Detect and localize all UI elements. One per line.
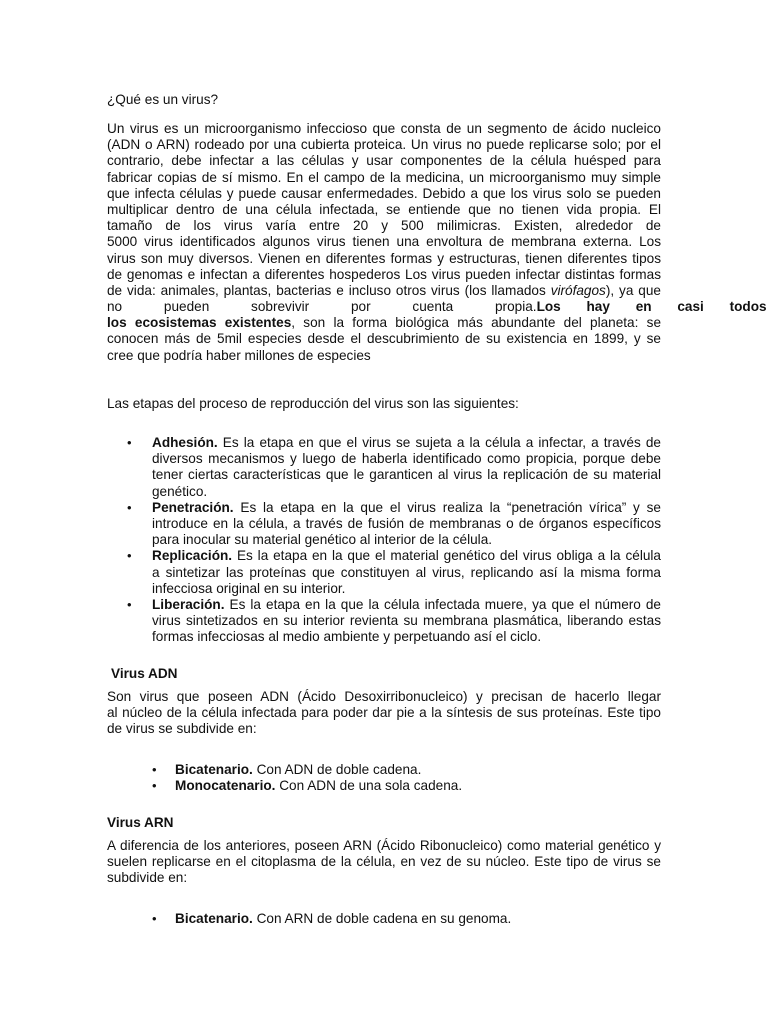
text-line: Un virus es un microorganismo infeccioso que consta de un segmento de ácido nucleico (107, 121, 661, 136)
bullet-icon: • (152, 911, 157, 926)
text-line: suelen replicarse en el citoplasma de la célula, en vez de su núcleo. Este tipo de virus se (107, 854, 661, 870)
bullet-icon: • (152, 778, 157, 794)
text-segment: ), ya que (605, 282, 661, 298)
bold-phrase: los ecosistemas existentes (107, 315, 292, 331)
text-segment: Es la etapa en la que el material genético del virus obliga a la célula (232, 548, 661, 564)
text-line: contrario, debe infectar a las células y usar componentes de la célula huésped para (107, 153, 661, 169)
stage-term: Replicación. (152, 548, 233, 564)
text-segment: Es la etapa en que el virus se sujeta a la célula a infectar, a través de (217, 435, 661, 450)
text-line: genético. (152, 483, 208, 499)
list-item (107, 548, 661, 597)
text-line: Son virus que poseen ADN (Ácido Desoxirribonucleico) y precisan de hacerlo llegar (107, 689, 661, 704)
arn-list (107, 911, 661, 927)
text-line: que infecta células y puede causar enfermedades. Debido a que los virus solo se pueden (107, 185, 661, 201)
text-line: conocen más de 5mil especies desde el descubrimiento de su existencia en 1899, y se (107, 331, 661, 347)
type-term: Bicatenario. (175, 911, 253, 926)
text-segment: no pueden sobrevivir por cuenta propia. (107, 299, 537, 315)
intro-paragraph (107, 121, 767, 364)
text-line: de virus se subdivide en: (107, 721, 257, 737)
text-line: al núcleo de la célula infectada para poder dar pie a la síntesis de sus proteínas. Este tipo (107, 705, 661, 721)
text-line: multiplicar dentro de una célula infectada, se entiende que no tienen vida propia. El (107, 201, 661, 217)
bullet-icon: • (127, 548, 132, 564)
text-line: diversos mecanismos y luego de haberla identificado como propicia, porque debe (152, 451, 661, 467)
text-line: tener ciertas características que le garanticen al virus la replicación de su material (152, 467, 661, 483)
list-item (107, 911, 661, 927)
text-line: fabricar copias de sí mismo. En el campo de la medicina, un microorganismo muy simple (107, 169, 661, 185)
text-line (152, 435, 661, 451)
list-item (107, 597, 661, 646)
text-line: virus sintetizados en su interior revienta su membrana plasmática, liberando estas (152, 613, 661, 629)
text-line (175, 911, 661, 927)
adn-list (107, 762, 661, 794)
stages-intro: Las etapas del proceso de reproducción del virus son las siguientes: (107, 396, 519, 411)
text-line: para inocular su material genético al interior de la célula. (152, 532, 493, 548)
text-line: a sintetizar las proteínas que constituyen al virus, replicando así la misma forma (152, 564, 661, 580)
stage-term: Liberación. (152, 596, 225, 612)
section-heading-arn: Virus ARN (107, 815, 174, 830)
text-line (175, 762, 661, 778)
text-segment: Es la etapa en la que la célula infectada muere, ya que el número de (224, 596, 661, 612)
stages-list (107, 435, 661, 645)
text-segment: Con ADN de doble cadena. (252, 762, 422, 777)
bullet-icon: • (127, 435, 132, 450)
bullet-icon: • (127, 596, 132, 612)
text-segment: Con ARN de doble cadena en su genoma. (252, 911, 512, 926)
text-line: tamaño de los virus varía entre 20 y 500 milimicras. Existen, alrededor de (107, 218, 661, 234)
bullet-icon: • (127, 499, 132, 515)
text-line (152, 500, 661, 516)
text-line: formas infecciosas al medio ambiente y perpetuando así el ciclo. (152, 629, 542, 645)
type-term: Bicatenario. (175, 762, 253, 777)
bullet-icon: • (152, 762, 157, 777)
list-item (107, 500, 661, 549)
text-line (152, 548, 661, 564)
text-line: infecciosa original en su interior. (152, 580, 346, 596)
stage-term: Adhesión. (152, 435, 218, 450)
text-segment: de vida: animales, plantas, bacterias e incluso otros virus (los llamados (107, 282, 551, 298)
stage-term: Penetración. (152, 499, 234, 515)
bold-phrase: Los hay en casi todos (536, 299, 767, 315)
list-item (107, 762, 661, 778)
text-line (107, 315, 661, 331)
italic-term: virófagos (550, 282, 606, 298)
text-line (152, 597, 661, 613)
arn-paragraph (107, 838, 661, 887)
text-line: introduce en la célula, a través de fusión de membranas o de órganos específicos (152, 515, 661, 531)
text-line: A diferencia de los anteriores, poseen ARN (Ácido Ribonucleico) como material genético y (107, 838, 661, 853)
text-line: subdivide en: (107, 870, 188, 886)
text-line: (ADN o ARN) rodeado por una cubierta proteica. Un virus no puede replicarse solo; por el (107, 137, 661, 153)
text-segment: Es la etapa en la que el virus realiza la “penetración vírica” y se (233, 499, 661, 515)
text-line: de genomas e infectan a diferentes hospederos Los virus pueden infectar distintas formas (107, 266, 661, 282)
section-heading-adn: Virus ADN (111, 666, 178, 681)
list-item (107, 778, 661, 794)
adn-paragraph (107, 689, 661, 738)
text-line (107, 299, 767, 315)
text-line: virus son muy diversos. Vienen en diferentes formas y estructuras, tienen diferentes tipos (107, 250, 661, 266)
type-term: Monocatenario. (175, 778, 276, 794)
list-item (107, 435, 661, 500)
text-line (107, 283, 661, 299)
text-segment: Con ADN de una sola cadena. (275, 778, 463, 794)
text-line: cree que podría haber millones de especies (107, 347, 371, 363)
page-title: ¿Qué es un virus? (107, 92, 219, 107)
text-line: 5000 virus identificados algunos virus tienen una envoltura de membrana externa. Los (107, 234, 661, 250)
text-line (175, 778, 661, 794)
text-segment: , son la forma biológica más abundante del planeta: se (291, 315, 662, 331)
